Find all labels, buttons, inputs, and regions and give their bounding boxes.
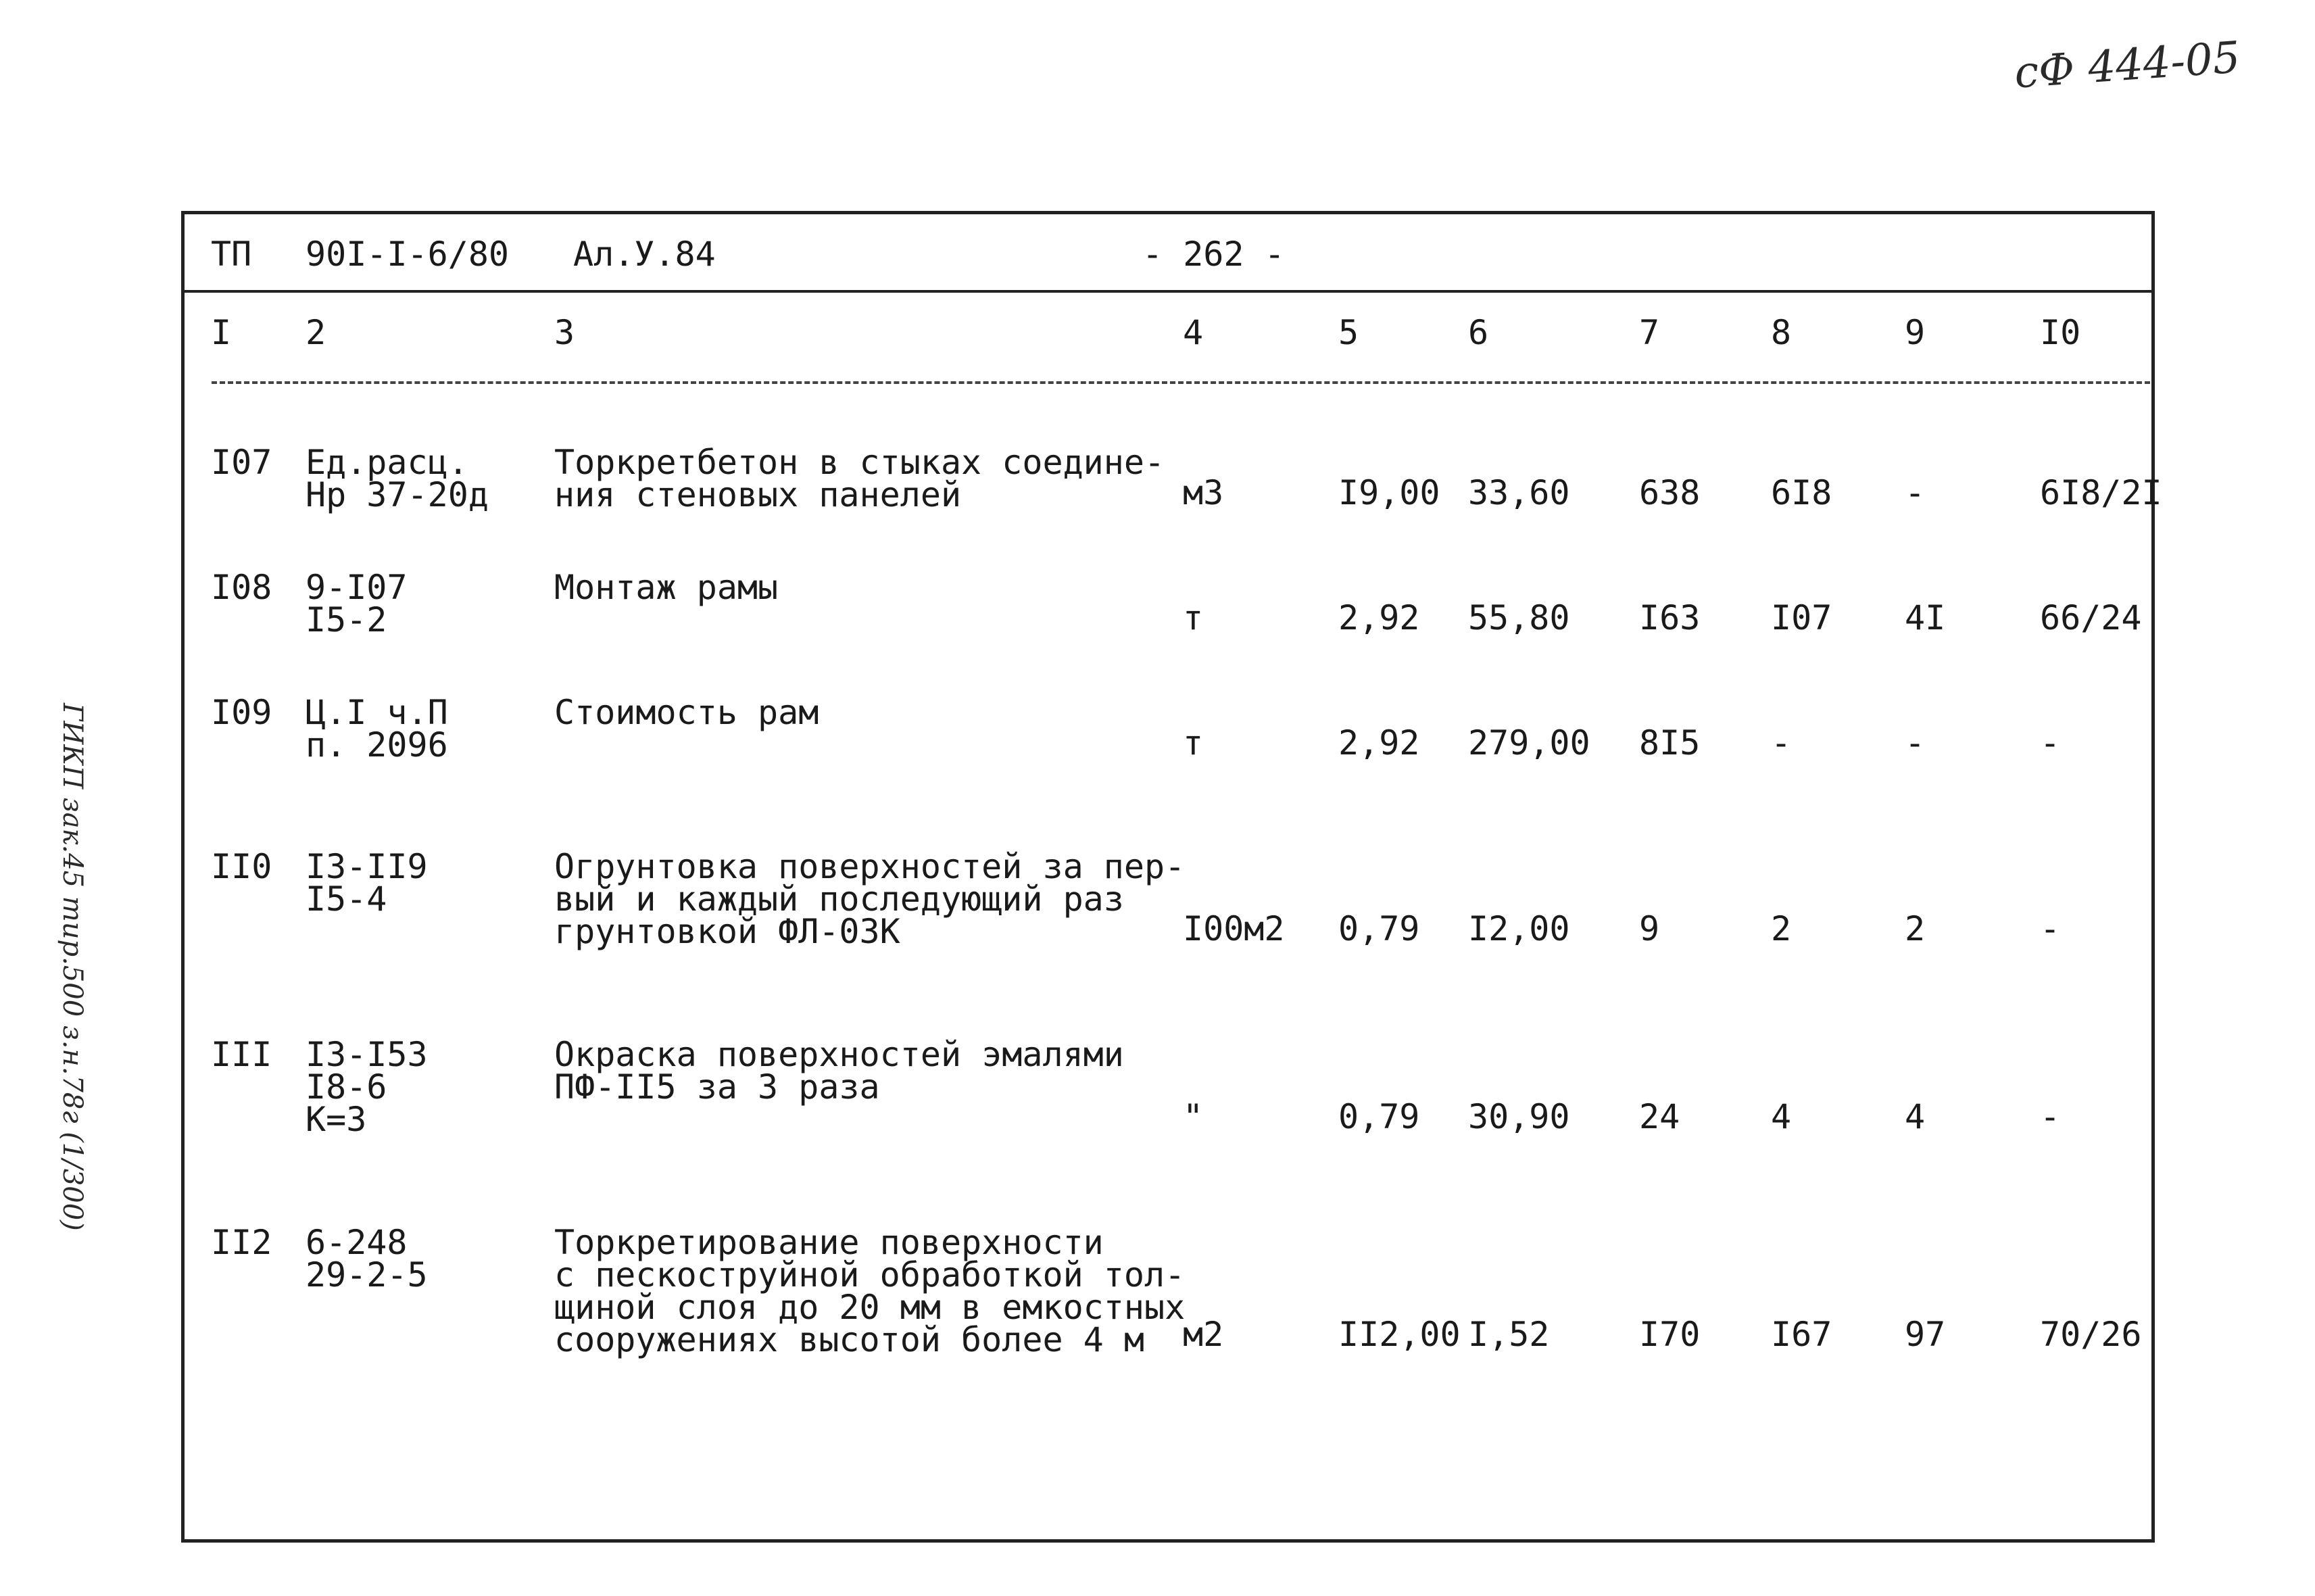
unit-price: I2,00 (1468, 909, 1570, 948)
quantity: 0,79 (1338, 909, 1420, 948)
column-number: 3 (554, 313, 575, 352)
cost-col-8: - (1771, 723, 1792, 763)
work-description: вый и каждый последующий раз (554, 879, 1124, 919)
print-note: ГИКП зак.45 тир.500 з.н.78г (1/300) (57, 703, 88, 1231)
cost-total: I63 (1639, 598, 1701, 637)
normative-code: I8-6 (306, 1067, 387, 1107)
work-description: с пескоструйной обработкой тол- (554, 1255, 1186, 1295)
header-divider (185, 290, 2153, 293)
cost-col-10: 70/26 (2040, 1315, 2142, 1354)
cost-col-9: 4 (1905, 1097, 1926, 1136)
work-description: Торкретирование поверхности (554, 1223, 1104, 1262)
normative-code: п. 2096 (306, 725, 448, 765)
cost-col-10: - (2040, 909, 2061, 948)
cost-col-9: 4I (1905, 598, 1946, 637)
work-description: ПФ-II5 за 3 раза (554, 1067, 880, 1107)
normative-code: 6-248 (306, 1223, 408, 1262)
cost-col-8: I07 (1771, 598, 1832, 637)
cost-total: 638 (1639, 473, 1701, 512)
work-description: ния стеновых панелей (554, 475, 962, 514)
quantity: 2,92 (1338, 723, 1420, 763)
cost-total: 8I5 (1639, 723, 1701, 763)
row-number: II2 (211, 1223, 272, 1262)
unit: т (1183, 723, 1204, 763)
normative-code: I3-I53 (306, 1035, 428, 1074)
normative-code: К=3 (306, 1100, 367, 1139)
cost-col-8: 2 (1771, 909, 1792, 948)
quantity: II2,00 (1338, 1315, 1461, 1354)
header-tp: ТП (211, 235, 252, 274)
work-description: Огрунтовка поверхностей за пер- (554, 847, 1186, 886)
cost-col-10: 66/24 (2040, 598, 2142, 637)
cost-col-8: 6I8 (1771, 473, 1832, 512)
cost-total: 9 (1639, 909, 1660, 948)
cost-total: I70 (1639, 1315, 1701, 1354)
column-number: I0 (2040, 313, 2081, 352)
cost-col-8: I67 (1771, 1315, 1832, 1354)
normative-code: I3-II9 (306, 847, 428, 886)
work-description: грунтовкой ФЛ-03К (554, 912, 900, 951)
normative-code: I5-2 (306, 600, 387, 639)
unit-price: 33,60 (1468, 473, 1570, 512)
cost-col-9: - (1905, 473, 1926, 512)
cost-col-10: - (2040, 723, 2061, 763)
cost-col-9: 2 (1905, 909, 1926, 948)
row-number: II0 (211, 847, 272, 886)
unit: т (1183, 598, 1204, 637)
normative-code: Ед.расц. (306, 443, 468, 482)
column-number: 8 (1771, 313, 1792, 352)
column-number: 7 (1639, 313, 1660, 352)
work-description: Монтаж рамы (554, 568, 779, 607)
cost-col-8: 4 (1771, 1097, 1792, 1136)
normative-code: Нр 37-20д (306, 475, 489, 514)
work-description: Торкретбетон в стыках соедине- (554, 443, 1165, 482)
work-description: щиной слоя до 20 мм в емкостных (554, 1288, 1186, 1327)
document-code: сФ 444-05 (2012, 32, 2242, 99)
quantity: I9,00 (1338, 473, 1440, 512)
work-description: Стоимость рам (554, 693, 819, 732)
column-number: 9 (1905, 313, 1926, 352)
row-number: I08 (211, 568, 272, 607)
quantity: 0,79 (1338, 1097, 1420, 1136)
cost-col-9: 97 (1905, 1315, 1946, 1354)
unit: " (1183, 1097, 1204, 1136)
column-number: 4 (1183, 313, 1204, 352)
unit-price: 279,00 (1468, 723, 1590, 763)
column-numbers-divider (212, 381, 2150, 384)
cost-total: 24 (1639, 1097, 1680, 1136)
page-number: - 262 - (1142, 235, 1285, 274)
unit: I00м2 (1183, 909, 1285, 948)
row-number: I09 (211, 693, 272, 732)
unit-price: 55,80 (1468, 598, 1570, 637)
row-number: III (211, 1035, 272, 1074)
normative-code: 29-2-5 (306, 1255, 428, 1295)
column-number: 5 (1338, 313, 1359, 352)
cost-col-10: - (2040, 1097, 2061, 1136)
normative-code: 9-I07 (306, 568, 408, 607)
header-album: Ал.У.84 (573, 235, 716, 274)
unit: м3 (1183, 473, 1224, 512)
row-number: I07 (211, 443, 272, 482)
unit-price: 30,90 (1468, 1097, 1570, 1136)
normative-code: I5-4 (306, 879, 387, 919)
unit: м2 (1183, 1315, 1224, 1354)
unit-price: I,52 (1468, 1315, 1550, 1354)
column-number: 2 (306, 313, 326, 352)
work-description: Окраска поверхностей эмалями (554, 1035, 1124, 1074)
quantity: 2,92 (1338, 598, 1420, 637)
work-description: сооружениях высотой более 4 м (554, 1320, 1144, 1359)
normative-code: Ц.I ч.П (306, 693, 448, 732)
column-number: I (211, 313, 232, 352)
cost-col-10: 6I8/2I (2040, 473, 2162, 512)
column-number: 6 (1468, 313, 1489, 352)
cost-col-9: - (1905, 723, 1926, 763)
header-project-number: 90I-I-6/80 (306, 235, 510, 274)
